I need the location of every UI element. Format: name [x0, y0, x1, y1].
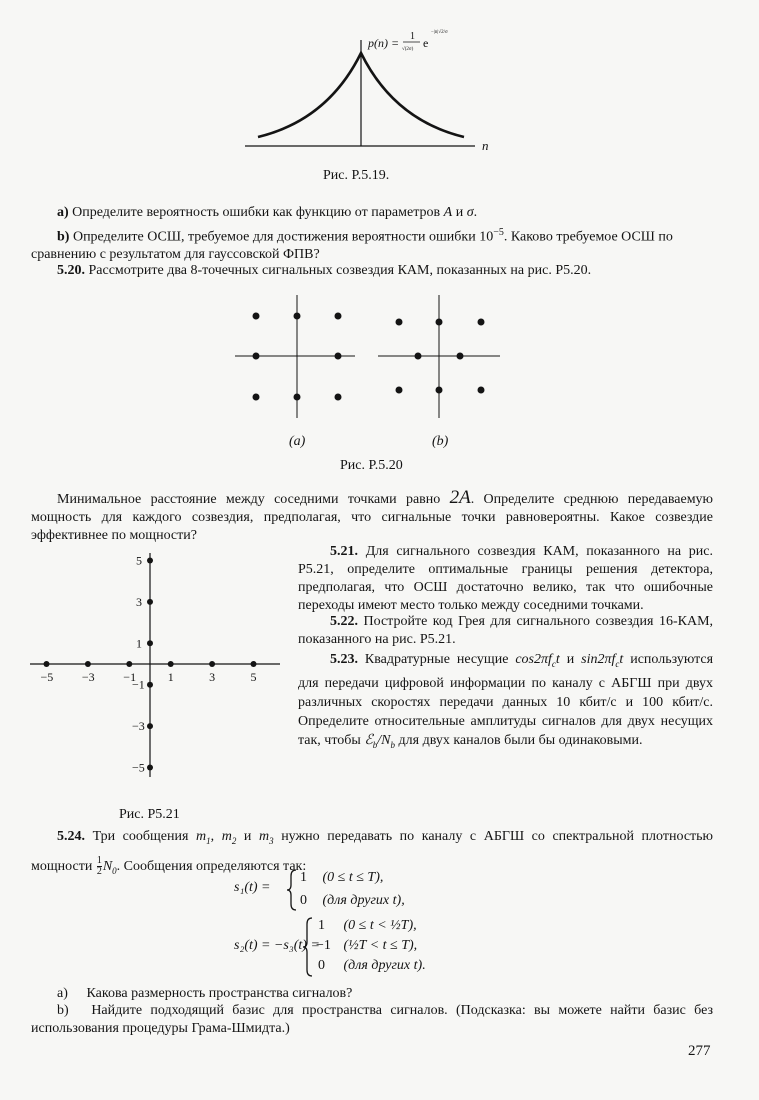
constellation-b-point — [478, 319, 485, 326]
s1-row-2-condition: (для других t), — [322, 893, 405, 908]
part-b-text-2: . Каково требуемое ОСШ по — [503, 229, 673, 245]
constellation-point — [168, 661, 174, 667]
part-a-end: . — [473, 205, 478, 220]
problem-5-22-text: Постройте код Грея для сигнального созвездия 16-КАМ, показанного на рис. P5.21. — [298, 614, 714, 647]
problem-5-21 — [298, 543, 713, 615]
problem-5-20-text: Рассмотрите два 8-точечных сигнальных созвездия КАМ, показанных на рис. P5.20. — [88, 263, 592, 278]
problem-5-23 — [298, 650, 713, 755]
constellation-a-point — [294, 394, 301, 401]
question-a — [57, 985, 713, 1002]
problem-5-24-text-1: Три сообщения — [92, 829, 189, 844]
part-b-label: b) — [57, 229, 70, 245]
s2-row-1-value: 1 — [318, 918, 325, 933]
constellation-b — [378, 295, 500, 418]
part-a-and: и — [455, 205, 464, 220]
problem-5-24-text-3: мощности — [31, 858, 93, 874]
message-m1: $m_1$ — [196, 829, 211, 846]
y-tick-label: −3 — [132, 719, 145, 734]
constellation-a-point — [335, 394, 342, 401]
s2-lhs: s₂(t) = −s₃(t) = — [234, 938, 320, 953]
s2-row-3-condition: (для других t). — [343, 958, 426, 973]
y-tick-label: 5 — [136, 553, 142, 568]
constellation-point — [126, 661, 132, 667]
s2-row-2 — [316, 938, 417, 954]
part-b-exponent: −5 — [493, 227, 504, 238]
problem-5-23-word: Квадратурные несущие — [364, 652, 509, 667]
s2-row-3 — [318, 958, 426, 974]
figure-caption-p5-21: Рис. P5.21 — [119, 807, 180, 822]
s1-row-1-condition: (0 ≤ t ≤ T), — [322, 870, 384, 885]
s2-row-1 — [318, 918, 417, 934]
problem-5-24-and: и — [243, 829, 252, 844]
constellation-point — [251, 661, 257, 667]
message-m2: $m_2$ — [221, 829, 237, 846]
problem-5-20-paragraph — [31, 489, 713, 545]
problem-5-23-text-2: используются для передачи цифровой информации по каналу с АБГШ при двух различных скоростях передачи данных 10 кбит/с и 100 кбит/с. Определите относительные амплитуды сигналов для двух несущих так, чтобы — [298, 652, 714, 748]
constellation-b-point — [396, 319, 403, 326]
figure-p5-21 — [25, 545, 285, 785]
constellation-a-point — [253, 313, 260, 320]
s2-row-2-value: −1 — [316, 938, 331, 953]
figure-caption-p5-19: Рис. P.5.19. — [323, 168, 390, 183]
paragraph-start: Минимальное расстояние между соседними точками равно — [57, 492, 441, 507]
constellation-a-point — [294, 313, 301, 320]
problem-5-23-number: 5.23. — [330, 652, 358, 667]
s1-row-2 — [300, 893, 405, 909]
question-b-text: Найдите подходящий базис для пространства сигналов. (Подсказка: вы можете найти базис без использования процедуры Грама-Шмидта.) — [31, 1003, 714, 1036]
s1-lhs: s₁(t) = — [234, 880, 271, 895]
problem-5-24-text-2: нужно передавать по каналу с АБГШ со спектральной плотностью — [281, 829, 713, 844]
message-m3: $m_3$ — [258, 829, 274, 846]
constellation-a-point — [335, 313, 342, 320]
constellation-b-point — [436, 387, 443, 394]
constellation-point — [85, 661, 91, 667]
problem-5-23-and: и — [566, 652, 575, 667]
part-a-label: a) — [57, 205, 69, 220]
constellation-point — [147, 682, 153, 688]
problem-5-21-text: Для сигнального созвездия КАМ, показанного на рис. P5.21, определите оптимальные границы решения детектора, предполагая, что ОСШ достаточно велико, так что ошибочные переходы имеют место только между соседними точками. — [298, 544, 713, 613]
paragraph-symbol-2a: 2A — [449, 487, 471, 508]
constellation-a-point — [253, 394, 260, 401]
constellation-point — [147, 599, 153, 605]
problem-5-24-text-4: . Сообщения определяются так: — [116, 858, 307, 874]
figure-caption-p5-20: Рис. P.5.20 — [340, 458, 403, 473]
problem-5-19-part-b — [31, 224, 715, 263]
constellation-a-point — [253, 353, 260, 360]
energy-ratio: $ℰ_b/N_b$ — [364, 732, 396, 750]
part-b-text-3: сравнению с результатом для гауссовской ФПВ? — [31, 246, 320, 262]
cos-carrier: $\cos 2\pi f_ct$ — [515, 652, 560, 669]
label-constellation-b: (b) — [432, 434, 449, 449]
x-tick-label: 3 — [209, 670, 216, 684]
s2-row-3-value: 0 — [318, 958, 325, 973]
constellation-b-point — [478, 387, 485, 394]
formula-lhs: p(n) = — [368, 36, 400, 50]
part-a-text: Определите вероятность ошибки как функцию от параметров — [72, 205, 441, 220]
constellation-b-point — [396, 387, 403, 394]
constellation-point — [44, 661, 50, 667]
x-tick-label: −3 — [81, 670, 95, 684]
part-a-symbol-sigma: σ — [466, 205, 474, 220]
constellation-point — [147, 558, 153, 564]
problem-5-21-number: 5.21. — [330, 544, 358, 559]
s1-row-1 — [300, 870, 383, 886]
s2-row-2-condition: (½T < t ≤ T), — [343, 938, 418, 953]
x-tick-label: 5 — [250, 670, 257, 684]
y-tick-label: 3 — [136, 594, 142, 609]
constellation-b-point — [415, 353, 422, 360]
half-fraction: $\frac{1}{2}$ — [96, 855, 102, 878]
s2-brace — [302, 916, 314, 978]
part-a-symbol-a: A — [443, 205, 453, 220]
part-b-value: 10 — [479, 229, 494, 245]
formula-base: e — [423, 36, 429, 50]
problem-5-22-number: 5.22. — [330, 614, 358, 629]
fig521-axes — [30, 553, 280, 777]
problem-5-22 — [298, 613, 713, 649]
question-a-label: a) — [57, 986, 68, 1001]
constellation-point — [209, 661, 215, 667]
s1-brace — [286, 868, 298, 912]
s1-row-2-value: 0 — [300, 893, 307, 908]
problem-5-19-part-a — [57, 204, 717, 221]
x-tick-label: 1 — [167, 670, 174, 684]
constellation-point — [147, 640, 153, 646]
constellation-a-point — [335, 353, 342, 360]
formula-numerator: 1 — [410, 31, 415, 42]
problem-5-24-statement: 5.24. Три сообщения $m_1$, $m_2$ и $m_3$ нужно передавать по каналу с АБГШ со спектральной плотностью мощности $\frac{1}{2}$ $N_0$. Сообщения определяются так: — [31, 829, 713, 878]
figure-p5-20 — [225, 290, 515, 430]
constellation-b-point — [457, 353, 464, 360]
page-number: 277 — [688, 1043, 711, 1059]
constellation-point — [147, 765, 153, 771]
label-constellation-a: (a) — [289, 434, 306, 449]
s2-row-1-condition: (0 ≤ t < ½T), — [343, 918, 417, 933]
problem-5-20-statement — [57, 262, 717, 279]
sin-carrier: $\sin 2\pi f_ct$ — [581, 652, 624, 669]
question-a-text: Какова размерность пространства сигналов? — [86, 986, 353, 1001]
x-tick-label: −5 — [40, 670, 54, 684]
s1-row-1-value: 1 — [300, 870, 307, 885]
part-b-text-1: Определите ОСШ, требуемое для достижения вероятности ошибки — [72, 229, 476, 245]
formula-denominator: √(2σ) — [402, 47, 414, 52]
constellation-b-point — [436, 319, 443, 326]
problem-5-23-text-3: для двух каналов были бы одинаковыми. — [398, 732, 643, 748]
constellation-point — [147, 723, 153, 729]
formula-exponent: −|n|√2/σ — [431, 30, 448, 35]
y-tick-label: −1 — [132, 677, 145, 692]
x-tick-label: −1 — [123, 670, 137, 684]
constellation-a — [235, 295, 355, 418]
axis-label-n: n — [482, 138, 489, 153]
problem-5-20-number: 5.20. — [57, 263, 85, 278]
y-tick-label: −5 — [132, 760, 145, 775]
noise-density-n0: $N_0$ — [102, 858, 117, 876]
question-b-label: b) — [57, 1003, 69, 1018]
problem-5-24-number: 5.24. — [57, 829, 85, 844]
question-b — [31, 1002, 713, 1038]
paragraph-end: . Определите среднюю передаваемую мощность для каждого созвездия, предполагая, что сигнальные точки равновероятны. Какое созвездие эффективнее по мощности? — [31, 492, 714, 543]
y-tick-label: 1 — [136, 636, 142, 651]
figure-p5-19 — [240, 15, 520, 165]
